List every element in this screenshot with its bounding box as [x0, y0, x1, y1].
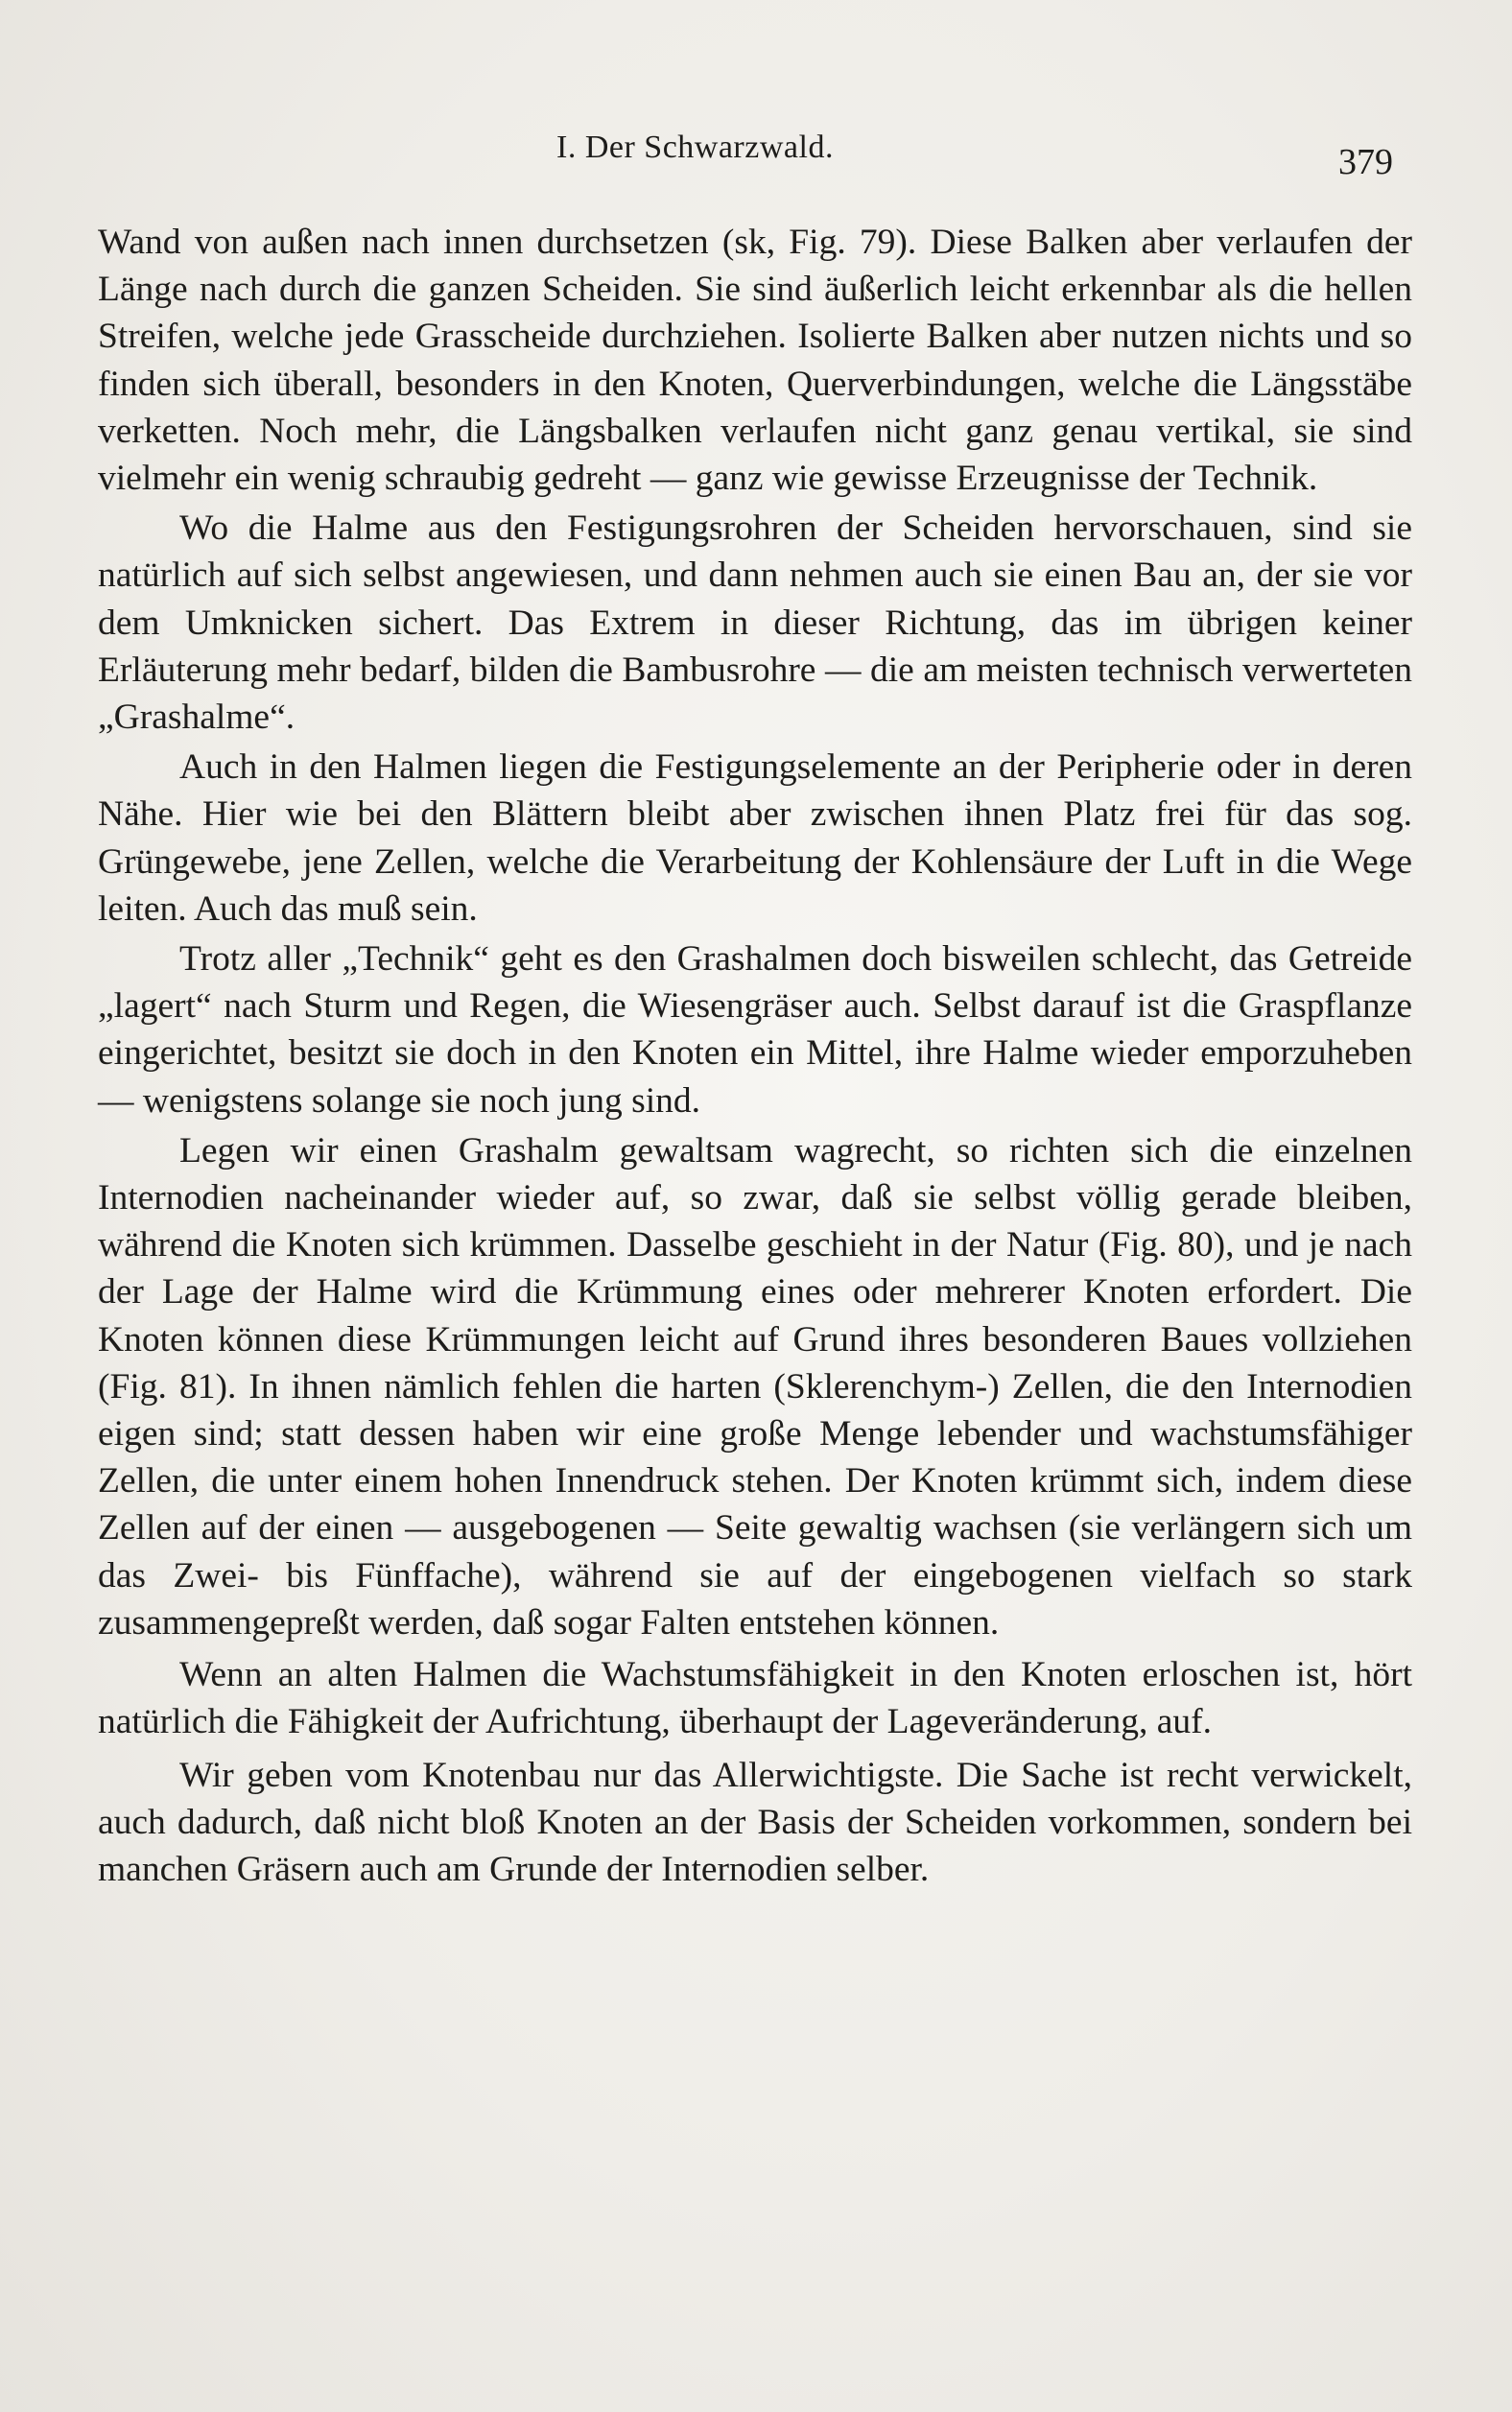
paragraph-4: Trotz aller „Technik“ geht es den Grashalmen doch bisweilen schlecht, das Getreide „lagert“ nach Sturm und Regen, die Wiesengräser auch. Selbst darauf ist die Graspflanze eingerichtet, besitzt sie doch in den Knoten ein Mittel, ihre Halme wieder emporzuheben — wenigstens solange sie noch jung sind.: [98, 939, 1412, 1121]
paragraph-5: Legen wir einen Grashalm gewaltsam wagrecht, so richten sich die einzelnen Internodien nacheinander wieder auf, so zwar, daß sie selbst völlig gerade bleiben, während die Knoten sich krümmen. Dasselbe geschieht in der Natur (Fig. 80), und je nach der Lage der Halme wird die Krümmung eines oder mehrerer Knoten erfordert. Die Knoten können diese Krümmungen leicht auf Grund ihres besonderen Baues vollziehen (Fig. 81). In ihnen nämlich fehlen die harten (Sklerenchym-) Zellen, die den Internodien eigen sind; statt dessen haben wir eine große Menge lebender und wachstumsfähiger Zellen, die unter einem hohen Innendruck stehen. Der Knoten krümmt sich, indem diese Zellen auf der einen — ausgebogenen — Seite gewaltig wachsen (sie verlängern sich um das Zwei- bis Fünffache), während sie auf der eingebogenen vielfach so stark zusammengepreßt werden, daß sogar Falten entstehen können.: [98, 1130, 1412, 1643]
paragraph-6: Wenn an alten Halmen die Wachstumsfähigkeit in den Knoten erloschen ist, hört natürlich die Fähigkeit der Aufrichtung, überhaupt der Lageveränderung, auf.: [98, 1655, 1412, 1742]
page-number: 379: [1338, 142, 1393, 182]
body-text: [98, 219, 1412, 1893]
paragraph-1: Wand von außen nach innen durchsetzen (sk, Fig. 79). Diese Balken aber verlaufen der Länge nach durch die ganzen Scheiden. Sie sind äußerlich leicht erkennbar als die hellen Streifen, welche jede Grasscheide durchziehen. Isolierte Balken aber nutzen nichts und so finden sich überall, besonders in den Knoten, Querverbindungen, welche die Längsstäbe verketten. Noch mehr, die Längsbalken verlaufen nicht ganz genau vertikal, sie sind vielmehr ein wenig schraubig gedreht — ganz wie gewisse Erzeugnisse der Technik.: [98, 223, 1412, 499]
chapter-title: I. Der Schwarzwald.: [556, 130, 834, 165]
running-header: [0, 130, 1512, 187]
paragraph-7: Wir geben vom Knotenbau nur das Allerwichtigste. Die Sache ist recht verwickelt, auch dadurch, daß nicht bloß Knoten an der Basis der Scheiden vorkommen, sondern bei manchen Gräsern auch am Grunde der Internodien selber.: [98, 1755, 1412, 1889]
paragraph-3: Auch in den Halmen liegen die Festigungselemente an der Peripherie oder in deren Nähe. Hier wie bei den Blättern bleibt aber zwischen ihnen Platz frei für das sog. Grüngewebe, jene Zellen, welche die Verarbeitung der Kohlensäure der Luft in die Wege leiten. Auch das muß sein.: [98, 747, 1412, 929]
paragraph-2: Wo die Halme aus den Festigungsrohren der Scheiden hervorschauen, sind sie natürlich auf sich selbst angewiesen, und dann nehmen auch sie einen Bau an, der sie vor dem Umknicken sichert. Das Extrem in dieser Richtung, das im übrigen keiner Erläuterung mehr bedarf, bilden die Bambusrohre — die am meisten technisch verwerteten „Grashalme“.: [98, 508, 1412, 738]
